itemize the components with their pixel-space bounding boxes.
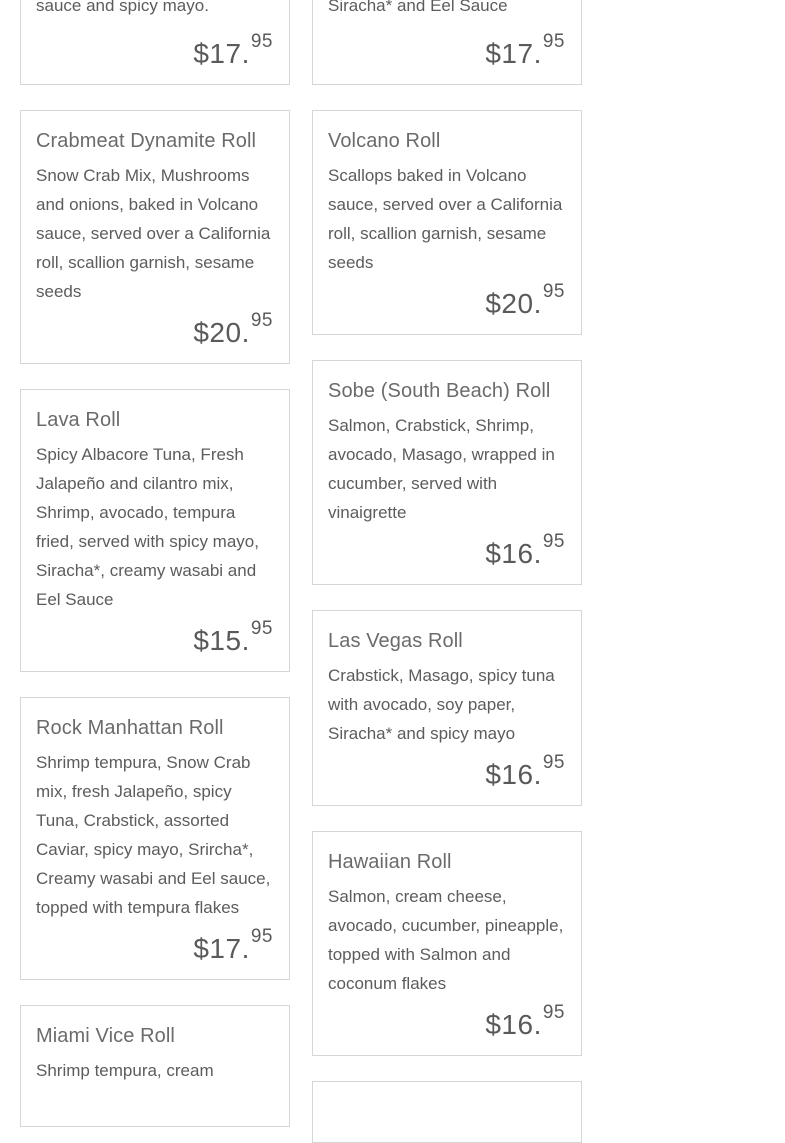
price-dollars: $16. xyxy=(485,1009,542,1040)
price-dollars: $16. xyxy=(485,759,542,790)
menu-item-card[interactable] xyxy=(20,110,290,364)
menu-item-card[interactable] xyxy=(20,0,290,85)
menu-item-card[interactable] xyxy=(20,389,290,672)
price-dollars: $15. xyxy=(193,625,250,656)
menu-item-card[interactable] xyxy=(312,610,582,806)
price-cents: 95 xyxy=(250,618,273,639)
menu-item-description: sauce and spicy mayo. xyxy=(36,0,209,15)
menu-item-description: Shrimp tempura, Snow Crab mix, fresh Jalapeño, spicy Tuna, Crabstick, assorted Caviar, spicy mayo, Srircha*, Creamy wasabi and Eel sauce, topped with tempura flakes xyxy=(36,753,271,917)
price-cents: 95 xyxy=(542,752,565,773)
menu-item-name: Volcano Roll xyxy=(328,130,441,152)
price-dollars: $17. xyxy=(193,38,250,69)
menu-item-card[interactable] xyxy=(20,1005,290,1127)
price-cents: 95 xyxy=(250,310,273,331)
menu-item-name: Rock Manhattan Roll xyxy=(36,717,224,739)
menu-item-price xyxy=(485,281,565,319)
menu-item-description: Crabstick, Masago, spicy tuna with avocado, soy paper, Siracha* and spicy mayo xyxy=(328,666,555,743)
price-dollars: $17. xyxy=(485,38,542,69)
menu-item-name: Hawaiian Roll xyxy=(328,851,452,873)
menu-item-description: Shrimp tempura, cream xyxy=(36,1061,214,1080)
menu-item-name: Las Vegas Roll xyxy=(328,630,463,652)
price-cents: 95 xyxy=(542,281,565,302)
menu-item-name: Crabmeat Dynamite Roll xyxy=(36,130,257,152)
menu-item-card[interactable] xyxy=(20,697,290,980)
menu-item-card[interactable] xyxy=(312,1081,582,1143)
menu-item-card[interactable] xyxy=(312,110,582,335)
menu-item-description: Siracha* and Eel Sauce xyxy=(328,0,508,15)
menu-item-price xyxy=(193,618,273,656)
menu-item-description: Scallops baked in Volcano sauce, served over a California roll, scallion garnish, sesame seeds xyxy=(328,166,563,272)
menu-item-price xyxy=(193,310,273,348)
menu-item-card[interactable] xyxy=(312,360,582,585)
price-dollars: $20. xyxy=(193,317,250,348)
price-cents: 95 xyxy=(542,31,565,52)
menu-item-description: Snow Crab Mix, Mushrooms and onions, baked in Volcano sauce, served over a California roll, scallion garnish, sesame seeds xyxy=(36,166,271,301)
menu-item-price xyxy=(485,752,565,790)
price-dollars: $16. xyxy=(485,538,542,569)
price-cents: 95 xyxy=(542,1002,565,1023)
menu-item-card[interactable] xyxy=(312,0,582,85)
price-dollars: $17. xyxy=(193,933,250,964)
menu-item-card[interactable] xyxy=(312,831,582,1056)
price-cents: 95 xyxy=(250,31,273,52)
menu-item-price xyxy=(485,531,565,569)
menu-item-description: Salmon, cream cheese, avocado, cucumber, pineapple, topped with Salmon and coconum flakes xyxy=(328,887,564,993)
price-cents: 95 xyxy=(542,531,565,552)
menu-item-name: Lava Roll xyxy=(36,409,121,431)
menu-item-description: Salmon, Crabstick, Shrimp, avocado, Masago, wrapped in cucumber, served with vinaigrette xyxy=(328,416,555,522)
price-cents: 95 xyxy=(250,926,273,947)
menu-item-name: Sobe (South Beach) Roll xyxy=(328,380,551,402)
menu-item-price xyxy=(485,1002,565,1040)
menu-item-name: Miami Vice Roll xyxy=(36,1025,175,1047)
menu-item-description: Spicy Albacore Tuna, Fresh Jalapeño and cilantro mix, Shrimp, avocado, tempura fried, served with spicy mayo, Siracha*, creamy wasabi and Eel Sauce xyxy=(36,445,259,609)
price-dollars: $20. xyxy=(485,288,542,319)
menu-item-price xyxy=(193,926,273,964)
menu-item-price xyxy=(193,31,273,69)
menu-item-price xyxy=(485,31,565,69)
